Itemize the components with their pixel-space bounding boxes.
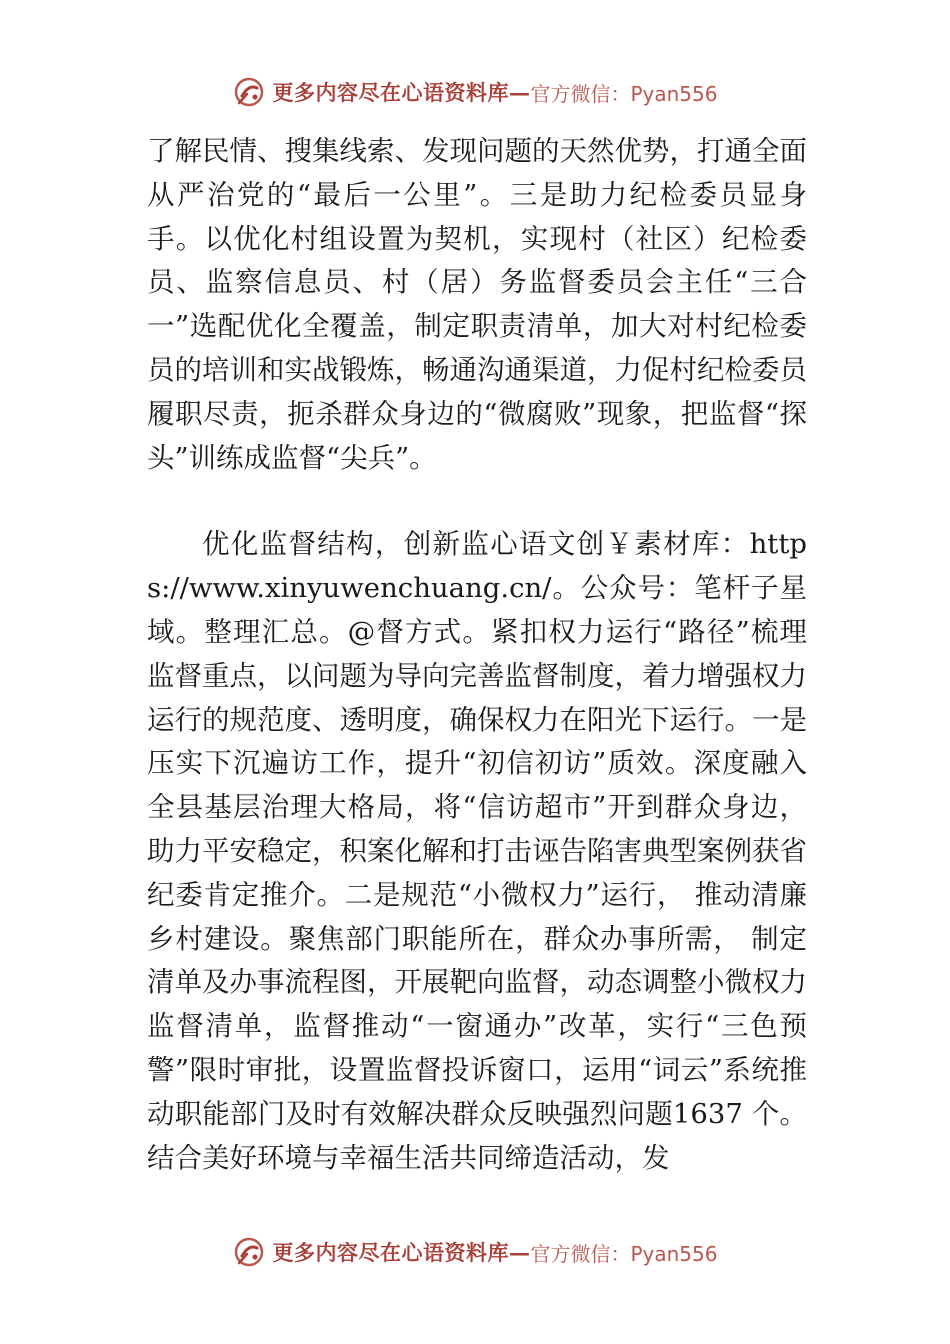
logo-icon [232, 1235, 266, 1269]
footer-banner [0, 1230, 950, 1274]
header-banner [0, 70, 950, 114]
document-body [147, 130, 807, 1180]
banner-wechat-text: 官方微信：Pyan556 [530, 1241, 718, 1266]
paragraph: 了解民情、搜集线索、发现问题的天然优势，打通全面从严治党的“最后一公里”。三是助力纪检委员显身手。以优化村组设置为契机，实现村（社区）纪检委员、监察信息员、村（居）务监督委员会主任“三合一”选配优化全覆盖，制定职责清单，加大对村纪检委员的培训和实战锻炼，畅通沟通渠道，力促村纪检委员履职尽责，扼杀群众身边的“微腐败”现象，把监督“探头”训练成监督“尖兵”。 [147, 135, 807, 474]
paragraph: 优化监督结构，创新监心语文创￥素材库：https://www.xinyuwenchuang.cn/。公众号：笔杆子星域。整理汇总。@督方式。紧扣权力运行“路径”梳理监督重点，以问题为导向完善监督制度，着力增强权力运行的规范度、透明度，确保权力在阳光下运行。一是压实下沉遍访工作，提升“初信初访”质效。深度融入全县基层治理大格局，将“信访超市”开到群众身边，助力平安稳定，积案化解和打击诬告陷害典型案例获省纪委肯定推介。二是规范“小微权力”运行， 推动清廉乡村建设。聚焦部门职能所在，群众办事所需， 制定清单及办事流程图，开展靶向监督，动态调整小微权力监督清单，监督推动“一窗通办”改革，实行“三色预警”限时审批，设置监督投诉窗口，运用“词云”系统推动职能部门及时有效解决群众反映强烈问题1637 个。结合美好环境与幸福生活共同缔造活动，发 [147, 528, 807, 1174]
paragraph-spacer [147, 480, 807, 523]
logo-icon [232, 75, 266, 109]
banner-brand-text: 更多内容尽在心语资料库— [272, 80, 531, 105]
banner-wechat-text: 官方微信：Pyan556 [530, 81, 718, 106]
banner-brand-text: 更多内容尽在心语资料库— [272, 1240, 531, 1265]
